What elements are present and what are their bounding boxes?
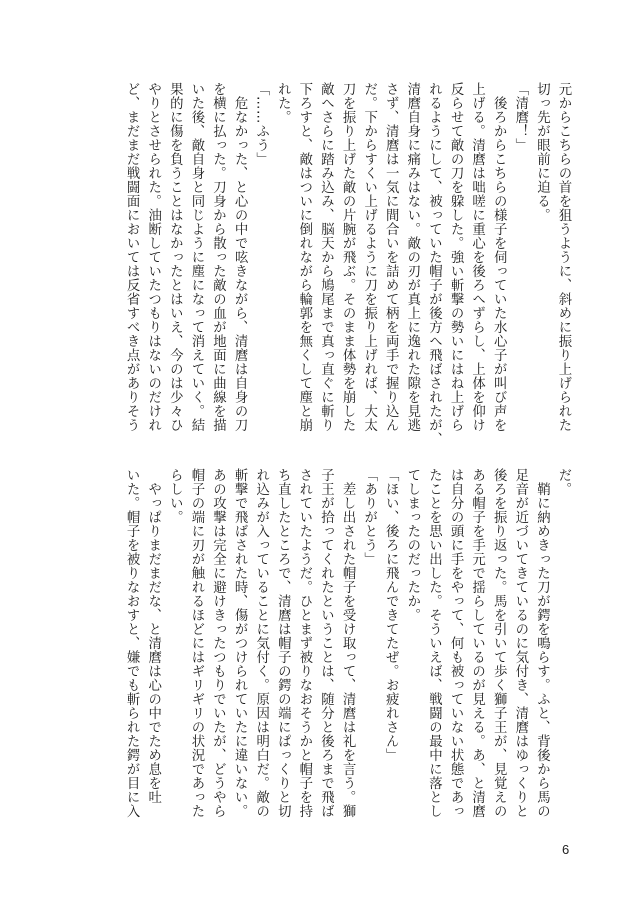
- text-column: 危なかった、と心の中で呟きながら、清麿は自身の刀: [232, 82, 248, 432]
- text-column: やっぱりまだまだな、と清麿は心の中でため息を吐: [145, 468, 161, 804]
- text-column: を横に払った。刀身から散った敵の血が地面に曲線を描: [210, 82, 226, 432]
- text-column: れた。: [275, 82, 291, 124]
- text-column: だ。下からすくい上げるように刀を振り上げれば、大太: [361, 82, 377, 432]
- text-column: てしまったのだったか。: [404, 468, 420, 622]
- text-column: 切っ先が眼前に迫る。: [534, 82, 550, 222]
- text-column: 反らせて敵の刀を躱した。強い斬撃の勢いにはね上げら: [448, 82, 464, 432]
- text-column: れ込みが入っていることに気付く。原因は明白だ。敵の: [253, 468, 269, 818]
- text-column: されていたようだ。ひとまず被りなおそうかと帽子を持: [296, 468, 312, 818]
- text-column: らしい。: [167, 468, 183, 524]
- text-column: 果的に傷を負うことはなかったとはいえ、今のは少々ひ: [167, 82, 183, 432]
- text-column: 上げる。清麿は咄嗟に重心を後ろへずらし、上体を仰け: [469, 82, 485, 432]
- text-column: ち直したところで、清麿は帽子の鍔の端にぱっくりと切: [275, 468, 291, 818]
- page-number: 6: [562, 842, 570, 857]
- text-column: 敵へさらに踏み込み、脳天から鳩尾まで真っ直ぐに斬り: [318, 82, 334, 432]
- text-column: 「……ふう」: [253, 82, 269, 166]
- text-column: 「ほい、後ろに飛んできてたぜ。お疲れさん」: [383, 468, 399, 762]
- text-column: やりとさせられた。油断していたつもりはないのだけれ: [145, 82, 161, 432]
- text-column: だ。: [556, 468, 571, 496]
- text-column: 清麿自身に痛みはない。敵の刃が真上に逸れた隙を見逃: [404, 82, 420, 432]
- text-column: 斬撃で飛ばされた時、傷がつけられていたに違いない。: [232, 468, 248, 818]
- text-column: 元からこちらの首を狙うように、斜めに振り上げられた: [556, 82, 571, 432]
- text-column: 鞘に納めきった刀が鍔を鳴らす。ふと、背後から馬の: [534, 468, 550, 818]
- text-column: 帽子の端に刃が触れるほどにはギリギリの状況であった: [188, 468, 204, 818]
- text-block-bottom: [118, 468, 574, 824]
- text-column: さず、清麿は一気に間合いを詰めて柄を両手で握り込ん: [383, 82, 399, 432]
- text-column: いた。帽子を被りなおすと、嫌でも斬られた鍔が目に入: [124, 468, 140, 818]
- text-column: 足音が近づいてきているのに気付き、清麿はゆっくりと: [512, 468, 528, 818]
- text-column: 刀を振り上げた敵の片腕が飛ぶ。そのまま体勢を崩した: [340, 82, 356, 432]
- text-column: は自分の頭に手をやって、何も被っていない状態であっ: [448, 468, 464, 818]
- text-column: 差し出された帽子を受け取って、清麿は礼を言う。獅: [340, 468, 356, 818]
- text-column: 下ろすと、敵はついに倒れながら輪郭を無くして塵と崩: [296, 82, 312, 432]
- text-column: 後ろを振り返った。馬を引いて歩く獅子王が、見覚えの: [491, 468, 507, 818]
- text-column: 子王が拾ってくれたということは、随分と後ろまで飛ば: [318, 468, 334, 818]
- text-block-top: [118, 82, 574, 446]
- text-column: 「ありがとう」: [361, 468, 377, 566]
- text-column: あの攻撃は完全に避けきったつもりでいたが、どうやら: [210, 468, 226, 818]
- text-column: ど、まだまだ戦闘面においては反省すべき点がありそう: [124, 82, 140, 432]
- text-column: 後ろからこちらの様子を伺っていた水心子が叫び声を: [491, 82, 507, 432]
- text-column: れるようにして、被っていた帽子が後方へ飛ばされたが、: [426, 82, 442, 446]
- text-column: いた後、敵自身と同じように塵になって消えていく。結: [188, 82, 204, 432]
- text-column: たことを思い出した。そういえば、戦闘の最中に落とし: [426, 468, 442, 818]
- text-column: 「清麿！」: [512, 82, 528, 152]
- text-column: ある帽子を手元で揺らしているのが見える。あ、と清麿: [469, 468, 485, 818]
